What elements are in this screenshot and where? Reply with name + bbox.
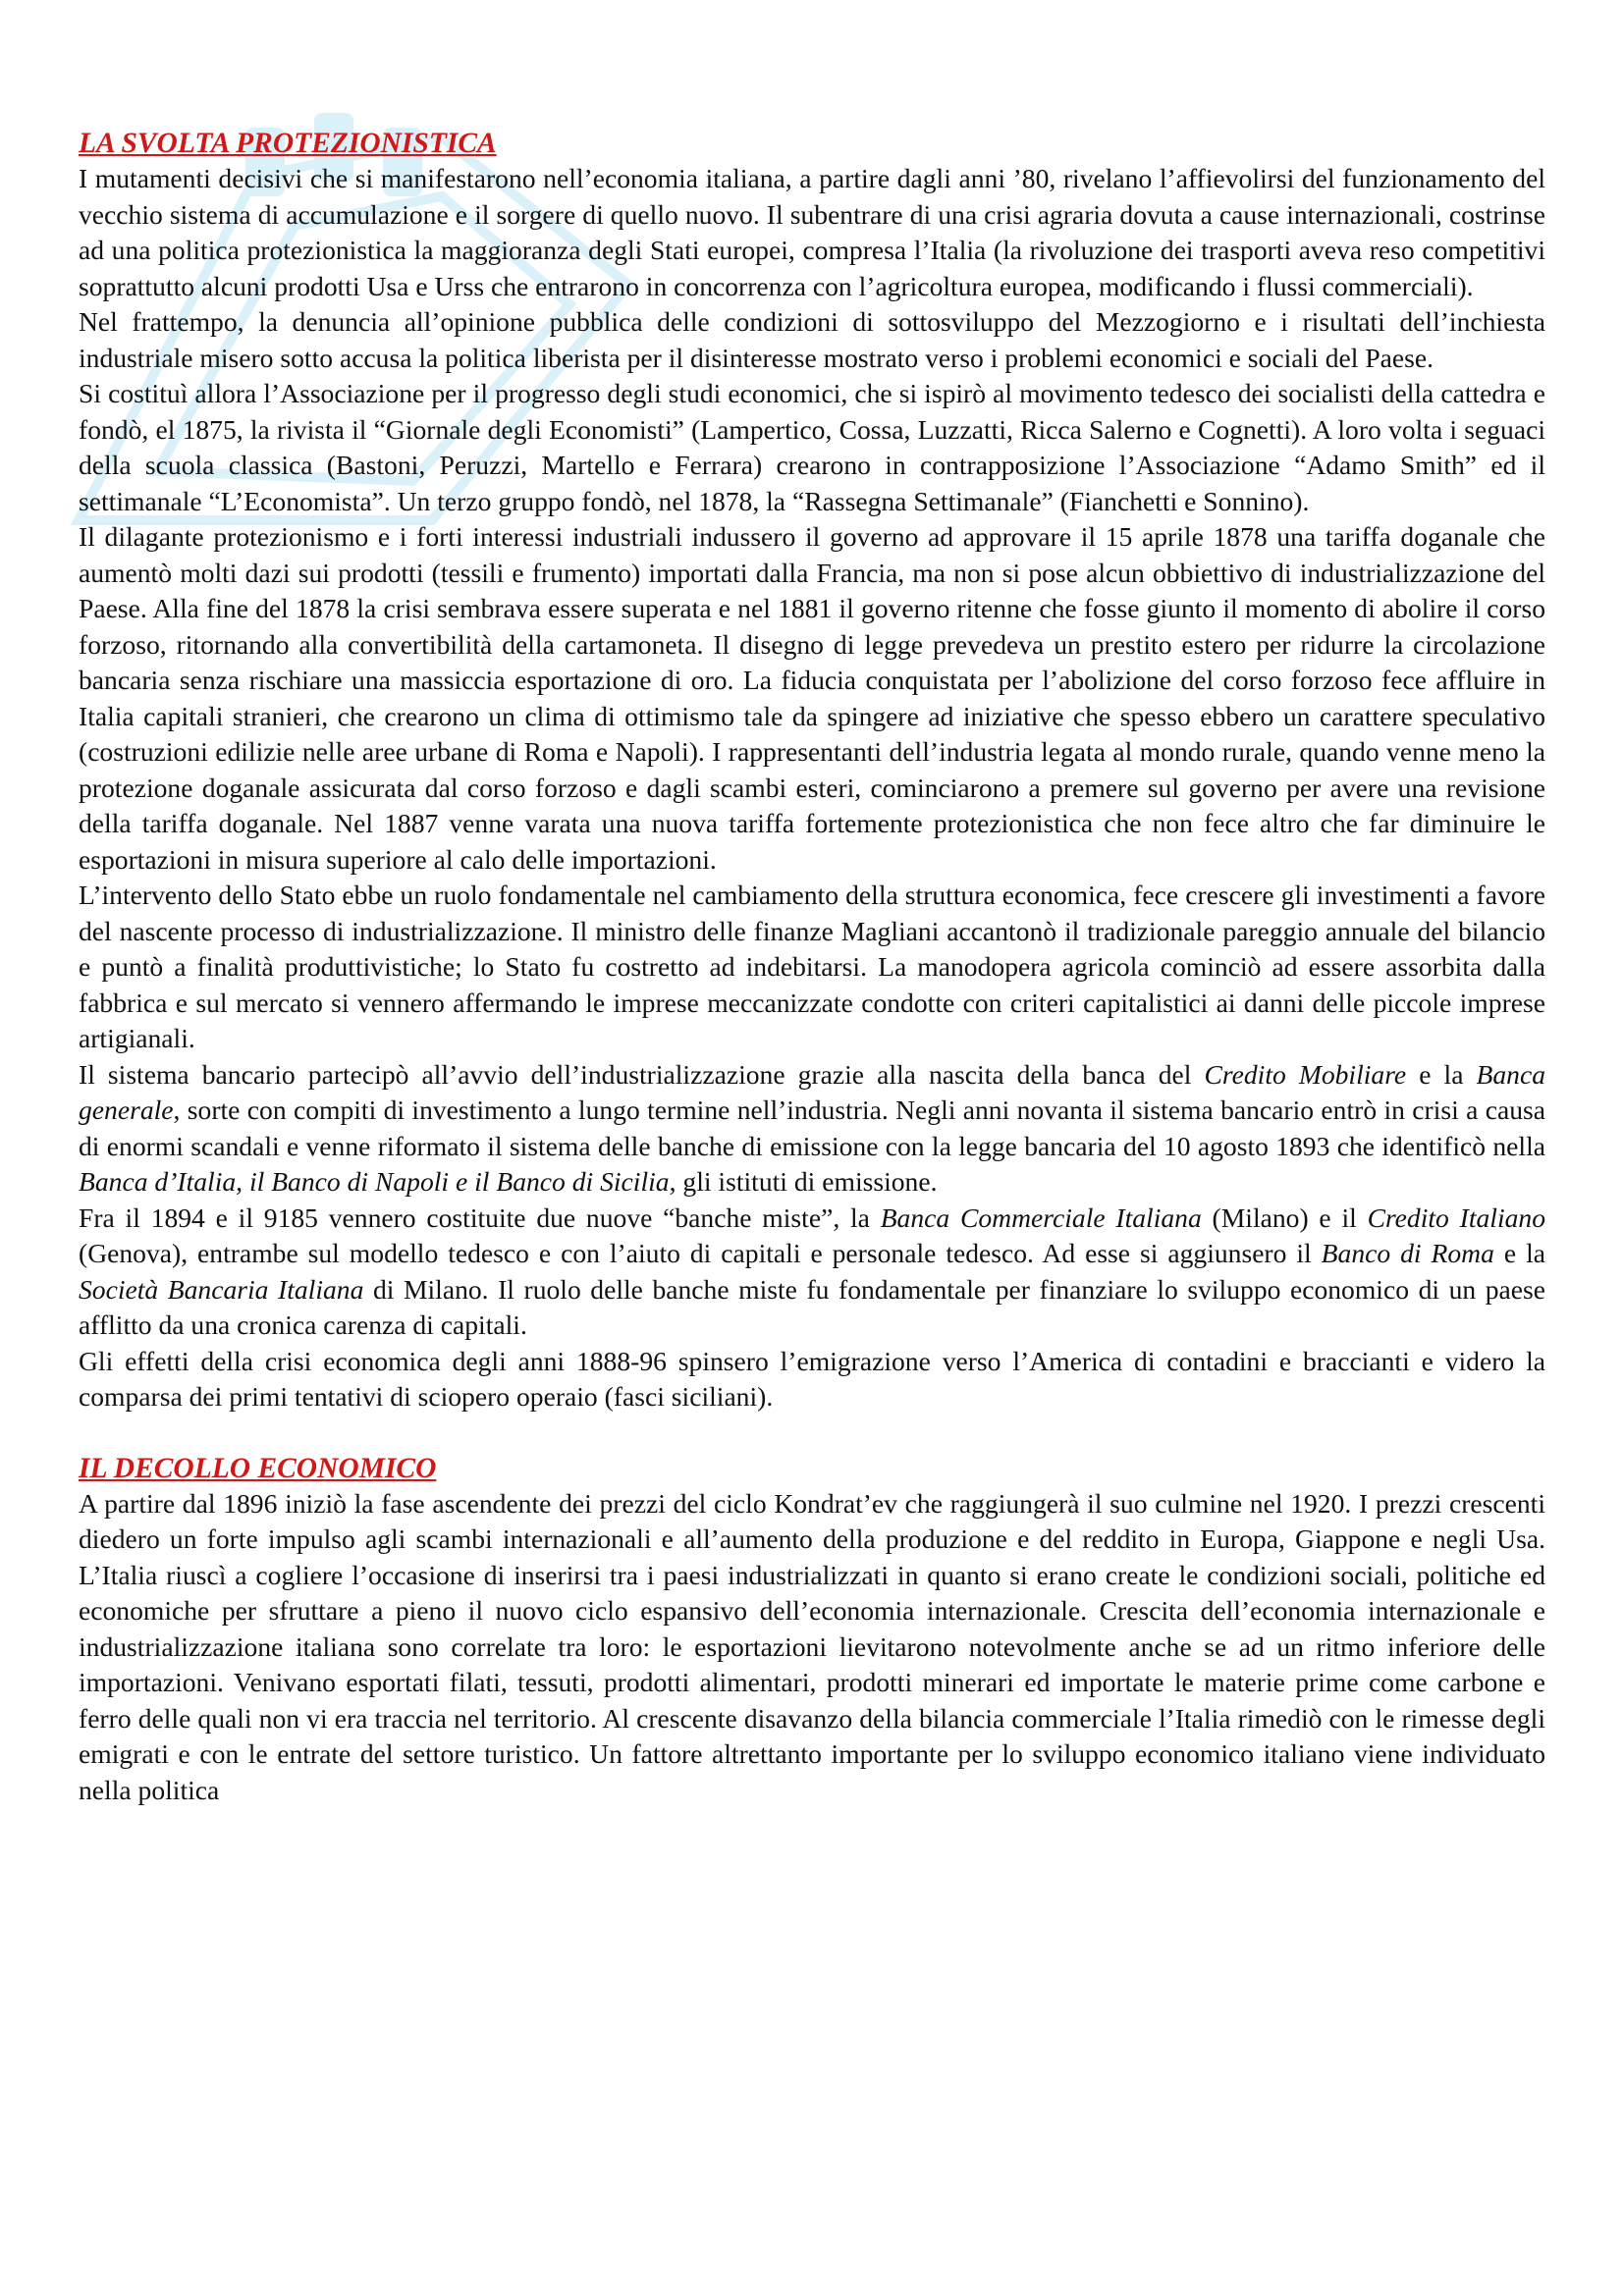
paragraph: A partire dal 1896 iniziò la fase ascendente dei prezzi del ciclo Kondrat’ev che raggiungerà il suo culmine nel 1920. I prezzi crescenti diedero un forte impulso agli scambi internazionali e all’aumento della produzione e del reddito in Europa, Giappone e negli Usa. L’Italia riuscì a cogliere l’occasione di inserirsi tra i paesi industrializzati in quanto si erano create le condizioni sociali, politiche ed economiche per sfruttare a pieno il nuovo ciclo espansivo dell’economia internazionale. Crescita dell’economia internazionale e industrializzazione italiana sono correlate tra loro: le esportazioni lievitarono notevolmente anche se ad un ritmo inferiore delle importazioni. Venivano esportati filati, tessuti, prodotti alimentari, prodotti minerari ed importate le materie prime come carbone e ferro delle quali non vi era traccia nel territorio. Al crescente disavanzo della bilancia commerciale l’Italia rimediò con le rimesse degli emigrati e con le entrate del settore turistico. Un fattore altrettanto importante per lo sviluppo economico italiano viene individuato nella politica (79, 1487, 1545, 1805)
banking-paragraph (79, 1057, 1545, 1201)
text-run: (Genova), entrambe sul modello tedesco e con l’aiuto di capitali e personale tedesco. Ad esse si aggiunsero il (79, 1238, 1322, 1268)
italic-run: Credito Italiano (1367, 1201, 1546, 1233)
paragraph: I mutamenti decisivi che si manifestarono nell’economia italiana, a partire dagli anni ’80, rivelano l’affievolirsi del funzionamento del vecchio sistema di accumulazione e il sorgere di quello nuovo. Il subentrare di una crisi agraria dovuta a cause internazionali, costrinse ad una politica protezionistica la maggioranza degli Stati europei, compresa l’Italia (la rivoluzione dei trasporti aveva reso competitivi soprattutto alcuni prodotti Usa e Urss che entrarono in concorrenza con l’agricoltura europea, modificando i flussi commerciali). (79, 163, 1545, 301)
text-run: , gli istituti di emissione. (669, 1166, 938, 1197)
paragraph: Si costituì allora l’Associazione per il progresso degli studi economici, che si ispirò al movimento tedesco dei socialisti della cattedra e fondò, el 1875, la rivista il “Giornale degli Economisti” (Lampertico, Cossa, Luzzatti, Ricca Salerno e Cognetti). A loro volta i seguaci della scuola classica (Bastoni, Peruzzi, Martello e Ferrara) crearono in contrapposizione l’Associazione “Adamo Smith” ed il settimanale “L’Economista”. Un terzo gruppo fondò, nel 1878, la “Rassegna Settimanale” (Fianchetti e Sonnino). (79, 378, 1545, 516)
italic-run: Banca d’Italia, il Banco di Napoli e il Banco di Sicilia (79, 1166, 670, 1197)
italic-run: Banco di Roma (1321, 1238, 1494, 1268)
text-run: (Milano) e il (1201, 1201, 1368, 1233)
paragraph: Il dilagante protezionismo e i forti interessi industriali indussero il governo ad approvare il 15 aprile 1878 una tariffa doganale che aumentò molti dazi sui prodotti (tessili e frumento) importati dalla Francia, ma non si pose alcun obbiettivo di industrializzazione del Paese. Alla fine del 1878 la crisi sembrava essere superata e nel 1881 il governo ritenne che fosse giunto il momento di abolire il corso forzoso, ritornando alla convertibilità della cartamoneta. Il disegno di legge prevedeva un prestito estero per ridurre la circolazione bancaria senza rischiare una massiccia esportazione di oro. La fiducia conquistata per l’abolizione del corso forzoso fece affluire in Italia capitali stranieri, che crearono un clima di ottimismo tale da spingere ad iniziative che spesso ebbero un carattere speculativo (costruzioni edilizie nelle aree urbane di Roma e Napoli). I rappresentanti dell’industria legata al mondo rurale, quando venne meno la protezione doganale assicurata dal corso forzoso e dagli scambi esteri, cominciarono a premere sul governo per avere una revisione della tariffa doganale. Nel 1887 venne varata una nuova tariffa fortemente protezionistica che non fece altro che far diminuire le esportazioni in misura superiore al calo delle importazioni. (79, 521, 1545, 875)
italic-run: Banca generale (79, 1058, 1546, 1125)
text-run: di Milano. Il ruolo delle banche miste fu fondamentale per finanziare lo sviluppo economico di un paese afflitto da una cronica carenza di capitali. (79, 1273, 1545, 1340)
italic-run: Società Bancaria Italiana (79, 1273, 364, 1305)
mixed-banks-paragraph (79, 1201, 1545, 1344)
italic-run: Banca Commerciale Italiana (880, 1201, 1202, 1233)
paragraph: Gli effetti della crisi economica degli anni 1888-96 spinsero l’emigrazione verso l’America di contadini e braccianti e videro la comparsa dei primi tentativi di sciopero operaio (fasci siciliani). (79, 1345, 1545, 1412)
text-run: Fra il 1894 e il 9185 vennero costituite due nuove “banche miste”, la (79, 1201, 881, 1233)
text-run: , sorte con compiti di investimento a lungo termine nell’industria. Negli anni novanta il sistema bancario entrò in crisi a causa di enormi scandali e venne riformato il sistema delle banche di emissione con la legge bancaria del 10 agosto 1893 che identificò nella (79, 1095, 1545, 1161)
section-title: LA SVOLTA PROTEZIONISTICA (79, 128, 497, 159)
paragraph: L’intervento dello Stato ebbe un ruolo fondamentale nel cambiamento della struttura economica, fece crescere gli investimenti a favore del nascente processo di industrializzazione. Il ministro delle finanze Magliani accantonò il tradizionale pareggio annuale del bilancio e puntò a finalità produttivistiche; lo Stato fu costretto ad indebitarsi. La manodopera agricola cominciò ad essere assorbita dalla fabbrica e sul mercato si vennero affermando le imprese meccanizzate condotte con criteri capitalistici ai danni delle piccole imprese artigianali. (79, 880, 1545, 1053)
section-spacer (79, 1415, 1545, 1451)
text-run: e la (1406, 1058, 1477, 1090)
text-run: Il sistema bancario partecipò all’avvio dell’industrializzazione grazie alla nascita della banca del (79, 1058, 1205, 1090)
document-page (79, 126, 1545, 1808)
text-run: e la (1493, 1238, 1545, 1268)
section-title: IL DECOLLO ECONOMICO (79, 1452, 437, 1484)
italic-run: Credito Mobiliare (1204, 1058, 1407, 1090)
paragraph: Nel frattempo, la denuncia all’opinione pubblica delle condizioni di sottosviluppo del Mezzogiorno e i risultati dell’inchiesta industriale misero sotto accusa la politica liberista per il disinteresse mostrato verso i problemi economici e sociali del Paese. (79, 306, 1545, 373)
